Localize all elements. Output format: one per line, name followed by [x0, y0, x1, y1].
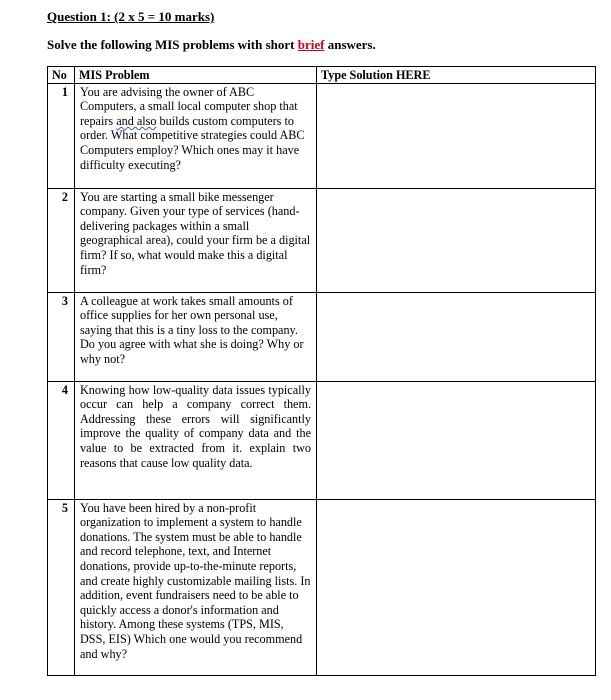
problem-text-end: builds custom computers to order. What competitive strategies could ABC Computers employ? Which ones may it have difficulty executing? [80, 113, 305, 172]
table-row [48, 499, 596, 675]
problem-text: You have been hired by a non-profit organization to implement a system to handle donations. The system must be able to handle and record telephone, text, and Internet donations, provide up-to-the-minute reports, and create highly customizable mailing lists. In addition, event fundraisers need to be able to quickly access a donor's information and history. Among these systems (TPS, MIS, DSS, EIS) Which one would you recommend and why? [75, 499, 317, 675]
solution-cell[interactable] [317, 83, 596, 188]
table-row [48, 292, 596, 381]
header-no: No [48, 67, 75, 84]
row-number: 2 [48, 188, 75, 292]
problem-text: You are starting a small bike messenger company. Given your type of services (hand-delivering packages within a small geographical area), could your firm be a digital firm? If so, what would make this a digital firm? [75, 188, 317, 292]
header-mis-problem: MIS Problem [75, 67, 317, 84]
table-row [48, 188, 596, 292]
spellcheck-flagged-text: and also [116, 113, 157, 128]
row-number: 5 [48, 499, 75, 675]
problem-text: Knowing how low-quality data issues typically occur can help a company correct them. Addressing these errors will significantly improve the quality of company data and the value to be extracted from it. explain two reasons that cause low quality data. [75, 381, 317, 499]
problem-text [75, 83, 317, 188]
problem-text: A colleague at work takes small amounts of office supplies for her own personal use, saying that this is a tiny loss to the company. Do you agree with what she is doing? Why or why not? [75, 292, 317, 381]
instruction-text-end: answers. [324, 37, 376, 52]
table-row [48, 381, 596, 499]
problem-text-start: You are advising the owner of ABC Computers, a small local computer shop that repairs [80, 84, 298, 128]
mis-problems-table [47, 66, 596, 676]
solution-cell[interactable] [317, 292, 596, 381]
instruction-highlight-brief: brief [297, 37, 325, 52]
row-number: 1 [48, 83, 75, 188]
solution-cell[interactable] [317, 381, 596, 499]
instruction-text-start: Solve the following MIS problems with short [47, 37, 298, 52]
row-number: 4 [48, 381, 75, 499]
instruction-text [47, 37, 376, 53]
question-heading: Question 1: (2 x 5 = 10 marks) [47, 9, 215, 24]
table-header-row [48, 67, 596, 84]
solution-cell[interactable] [317, 188, 596, 292]
row-number: 3 [48, 292, 75, 381]
header-type-solution: Type Solution HERE [317, 67, 596, 84]
solution-cell[interactable] [317, 499, 596, 675]
table-row [48, 83, 596, 188]
